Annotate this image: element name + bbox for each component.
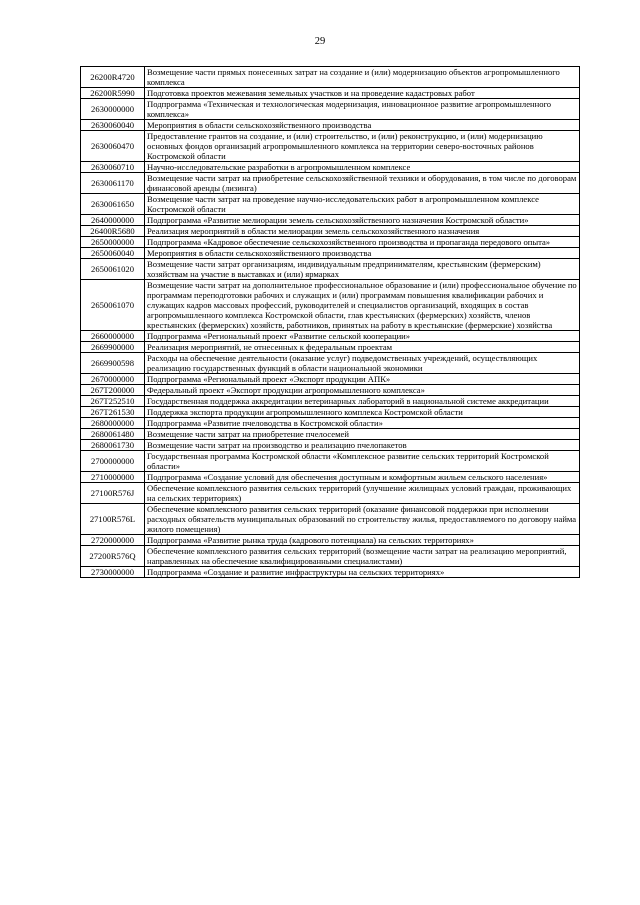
row-description-cell: Обеспечение комплексного развития сельских территорий (возмещение части затрат на реализацию мероприятий, направленных на обеспечение квалифицированными специалистами) — [145, 546, 580, 567]
row-description-cell: Подпрограмма «Создание и развитие инфраструктуры на сельских территориях» — [145, 567, 580, 578]
row-description-cell: Возмещение части прямых понесенных затрат на создание и (или) модернизацию объектов агропромышленного комплекса — [145, 67, 580, 88]
table-row — [81, 226, 580, 237]
row-code-cell: 2680000000 — [81, 418, 145, 429]
row-code-cell: 2670000000 — [81, 374, 145, 385]
row-description-cell: Обеспечение комплексного развития сельских территорий (оказание финансовой поддержки при исполнении расходных обязательств муниципальных образований по строительству жилья, предоставляемого по договору найма жилого помещения) — [145, 504, 580, 535]
row-code-cell: 267T200000 — [81, 385, 145, 396]
row-code-cell: 2700000000 — [81, 451, 145, 472]
row-code-cell: 2720000000 — [81, 535, 145, 546]
table-row — [81, 248, 580, 259]
table-row — [81, 440, 580, 451]
table-row — [81, 173, 580, 194]
table-row — [81, 546, 580, 567]
row-code-cell: 2630000000 — [81, 99, 145, 120]
row-description-cell: Подпрограмма «Техническая и технологическая модернизация, инновационное развитие агропромышленного комплекса» — [145, 99, 580, 120]
table-row — [81, 259, 580, 280]
row-code-cell: 267T252510 — [81, 396, 145, 407]
table-row — [81, 396, 580, 407]
table-row — [81, 342, 580, 353]
table-row — [81, 215, 580, 226]
row-description-cell: Реализация мероприятий в области мелиорации земель сельскохозяйственного назначения — [145, 226, 580, 237]
row-description-cell: Подготовка проектов межевания земельных участков и на проведение кадастровых работ — [145, 88, 580, 99]
row-description-cell: Возмещение части затрат организациям, индивидуальным предпринимателям, крестьянским (фермерским) хозяйствам на участие в выставках и (или) ярмарках — [145, 259, 580, 280]
table-row — [81, 237, 580, 248]
row-code-cell: 2630061650 — [81, 194, 145, 215]
row-code-cell: 2640000000 — [81, 215, 145, 226]
table-row — [81, 374, 580, 385]
row-description-cell: Государственная поддержка аккредитации ветеринарных лабораторий в национальной системе аккредитации — [145, 396, 580, 407]
row-description-cell: Поддержка экспорта продукции агропромышленного комплекса Костромской области — [145, 407, 580, 418]
table-row — [81, 429, 580, 440]
page-number: 29 — [314, 36, 326, 47]
row-code-cell: 267T261530 — [81, 407, 145, 418]
table-row — [81, 504, 580, 535]
table-row — [81, 535, 580, 546]
row-code-cell: 27100R576L — [81, 504, 145, 535]
budget-code-table — [80, 66, 580, 578]
table-row — [81, 99, 580, 120]
row-description-cell: Подпрограмма «Развитие пчеловодства в Костромской области» — [145, 418, 580, 429]
row-code-cell: 2630060470 — [81, 131, 145, 162]
row-description-cell: Реализация мероприятий, не отнесенных к федеральным проектам — [145, 342, 580, 353]
row-description-cell: Подпрограмма «Кадровое обеспечение сельскохозяйственного производства и пропаганда передового опыта» — [145, 237, 580, 248]
row-code-cell: 2650000000 — [81, 237, 145, 248]
row-description-cell: Предоставление грантов на создание, и (или) строительство, и (или) реконструкцию, и (или) модернизацию основных фондов организаций агропромышленного комплекса на территории северо-восточных районов Костромской области — [145, 131, 580, 162]
table-row — [81, 88, 580, 99]
row-code-cell: 2650061020 — [81, 259, 145, 280]
table-row — [81, 418, 580, 429]
table-row — [81, 131, 580, 162]
table-row — [81, 162, 580, 173]
row-description-cell: Расходы на обеспечение деятельности (оказание услуг) подведомственных учреждений, осуществляющих реализацию государственных функций в области национальной экономики — [145, 353, 580, 374]
table-row — [81, 194, 580, 215]
table-row — [81, 385, 580, 396]
row-code-cell: 2680061480 — [81, 429, 145, 440]
row-code-cell: 27100R576J — [81, 483, 145, 504]
table-row — [81, 331, 580, 342]
row-code-cell: 2650060040 — [81, 248, 145, 259]
row-description-cell: Государственная программа Костромской области «Комплексное развитие сельских территорий Костромской области» — [145, 451, 580, 472]
table-row — [81, 407, 580, 418]
row-description-cell: Возмещение части затрат на приобретение сельскохозяйственной техники и оборудования, в том числе по договорам финансовой аренды (лизинга) — [145, 173, 580, 194]
row-code-cell: 2710000000 — [81, 472, 145, 483]
row-description-cell: Подпрограмма «Развитие рынка труда (кадрового потенциала) на сельских территориях» — [145, 535, 580, 546]
row-code-cell: 27200R576Q — [81, 546, 145, 567]
row-description-cell: Подпрограмма «Региональный проект «Экспорт продукции АПК» — [145, 374, 580, 385]
row-description-cell: Возмещение части затрат на проведение научно-исследовательских работ в агропромышленном комплексе Костромской области — [145, 194, 580, 215]
row-description-cell: Мероприятия в области сельскохозяйственного производства — [145, 248, 580, 259]
row-code-cell: 2669900000 — [81, 342, 145, 353]
row-code-cell: 2630060040 — [81, 120, 145, 131]
row-description-cell: Возмещение части затрат на приобретение пчелосемей — [145, 429, 580, 440]
table-row — [81, 120, 580, 131]
row-code-cell: 2680061730 — [81, 440, 145, 451]
table-row — [81, 353, 580, 374]
row-description-cell: Научно-исследовательские разработки в агропромышленном комплексе — [145, 162, 580, 173]
row-description-cell: Возмещение части затрат на производство и реализацию пчелопакетов — [145, 440, 580, 451]
row-code-cell: 2630060710 — [81, 162, 145, 173]
row-description-cell: Возмещение части затрат на дополнительное профессиональное образование и (или) профессиональное обучение по программам переподготовки рабочих и служащих и (или) программам повышения квалификации рабочих и служащих кадров массовых профессий, руководителей и специалистов организаций, входящих в состав агропромышленного комплекса Костромской области, глав крестьянских (фермерских) хозяйств, членов крестьянских (фермерских) хозяйств, работников, принятых на работу в крестьянские (фермерские) хозяйства — [145, 280, 580, 331]
row-description-cell: Обеспечение комплексного развития сельских территорий (улучшение жилищных условий граждан, проживающих на сельских территориях) — [145, 483, 580, 504]
row-code-cell: 2660000000 — [81, 331, 145, 342]
table-row — [81, 472, 580, 483]
table-row — [81, 67, 580, 88]
row-description-cell: Федеральный проект «Экспорт продукции агропромышленного комплекса» — [145, 385, 580, 396]
row-code-cell: 2730000000 — [81, 567, 145, 578]
row-description-cell: Подпрограмма «Региональный проект «Развитие сельской кооперации» — [145, 331, 580, 342]
row-code-cell: 2669900598 — [81, 353, 145, 374]
row-code-cell: 26200R5990 — [81, 88, 145, 99]
row-code-cell: 2630061170 — [81, 173, 145, 194]
row-description-cell: Мероприятия в области сельскохозяйственного производства — [145, 120, 580, 131]
table-row — [81, 451, 580, 472]
table-row — [81, 567, 580, 578]
row-code-cell: 2650061070 — [81, 280, 145, 331]
row-description-cell: Подпрограмма «Создание условий для обеспечения доступным и комфортным жильем сельского населения» — [145, 472, 580, 483]
row-description-cell: Подпрограмма «Развитие мелиорации земель сельскохозяйственного назначения Костромской области» — [145, 215, 580, 226]
table-row — [81, 280, 580, 331]
row-code-cell: 26400R5680 — [81, 226, 145, 237]
row-code-cell: 26200R4720 — [81, 67, 145, 88]
table-row — [81, 483, 580, 504]
